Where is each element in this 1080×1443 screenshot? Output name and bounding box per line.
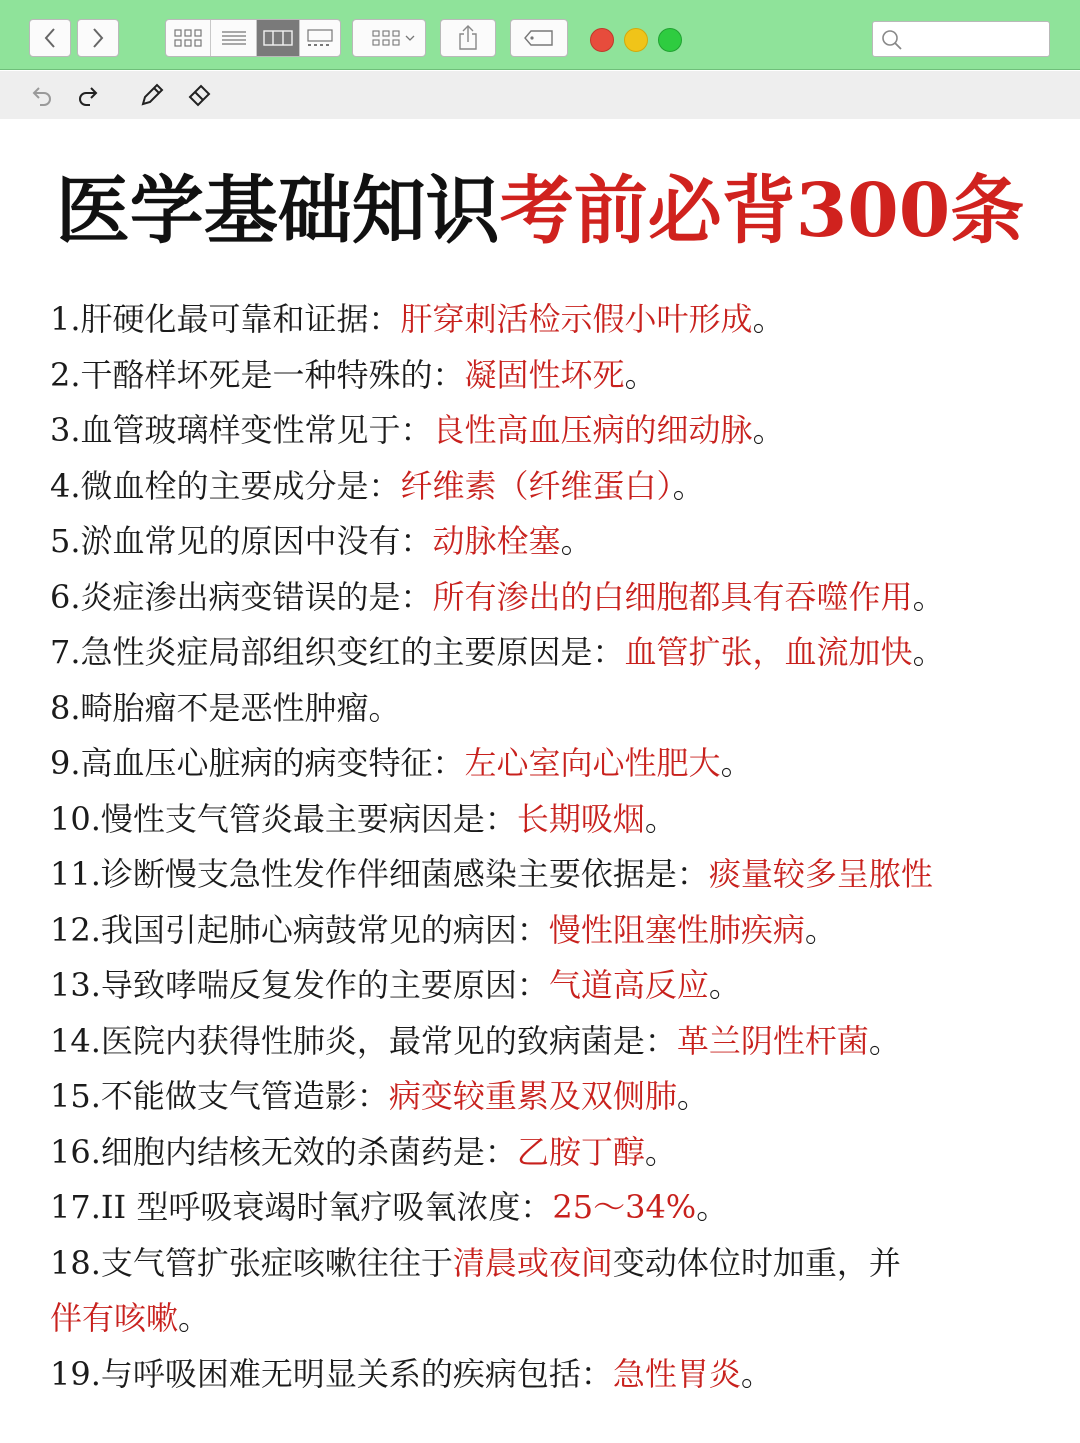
item-end: 。 <box>752 411 785 449</box>
item-answer: 长期吸烟 <box>516 799 645 838</box>
item-end: 。 <box>178 1299 211 1337</box>
item-number: 18. <box>50 1243 101 1282</box>
item-text: 变动体位时加重，并 <box>612 1243 901 1282</box>
pencil-icon <box>139 82 165 108</box>
list-item <box>50 903 1060 959</box>
eraser-icon <box>187 82 213 108</box>
item-end: 。 <box>804 910 837 949</box>
list-item <box>50 736 1060 792</box>
list-item <box>50 681 1060 737</box>
list-icon <box>221 29 247 47</box>
arrange-dropdown[interactable] <box>352 19 426 57</box>
item-answer: 血管扩张，血流加快 <box>624 633 913 671</box>
search-box[interactable] <box>872 21 1050 57</box>
item-question: 干酪样坏死是一种特殊的： <box>80 355 465 394</box>
item-answer: 慢性阻塞性肺疾病 <box>548 910 805 949</box>
item-number: 1. <box>50 300 81 338</box>
item-answer: 痰量较多呈脓性 <box>708 855 933 893</box>
item-end: 。 <box>720 744 753 782</box>
item-question: 细胞内结核无效的杀菌药是： <box>100 1132 517 1171</box>
item-question: 微血栓的主要成分是： <box>80 466 401 505</box>
arrange-icon <box>359 28 419 48</box>
item-number: 11. <box>50 855 101 893</box>
item-answer: 所有渗出的白细胞都具有吞噬作用 <box>432 577 913 616</box>
item-number: 19. <box>50 1354 101 1393</box>
forward-button[interactable] <box>77 19 119 57</box>
item-question: 急性炎症局部组织变红的主要原因是： <box>80 633 625 671</box>
item-answer: 纤维素（纤维蛋白） <box>400 466 673 505</box>
edit-toolbar <box>0 71 1080 119</box>
back-button[interactable] <box>29 19 71 57</box>
item-number: 12. <box>50 910 101 949</box>
share-icon <box>456 25 480 51</box>
list-item <box>50 1347 1060 1403</box>
item-answer: 清晨或夜间 <box>452 1243 613 1282</box>
eraser-button[interactable] <box>186 81 214 109</box>
item-question: 我国引起肺心病鼓常见的病因： <box>100 910 549 949</box>
list-item-18-line2 <box>50 1291 1060 1347</box>
item-question: 畸胎瘤不是恶性肿瘤 <box>80 688 369 727</box>
top-toolbar <box>0 0 1080 70</box>
item-answer: 急性胃炎 <box>612 1354 741 1393</box>
item-question: 炎症渗出病变错误的是： <box>80 577 433 616</box>
item-question: 肝硬化最可靠和证据： <box>80 300 401 338</box>
item-question: 医院内获得性肺炎，最常见的致病菌是： <box>100 1021 677 1060</box>
item-answer: 病变较重累及双侧肺 <box>388 1077 677 1115</box>
undo-icon <box>30 83 54 107</box>
item-number: 4. <box>50 466 81 505</box>
item-number: 8. <box>50 688 81 727</box>
item-end: 。 <box>912 633 945 671</box>
columns-icon <box>263 29 293 47</box>
item-answer: 左心室向心性肥大 <box>464 744 721 782</box>
green-zoom-dot[interactable] <box>658 28 682 52</box>
item-number: 3. <box>50 411 81 449</box>
item-answer: 动脉栓塞 <box>432 522 561 560</box>
page-title <box>0 166 1080 256</box>
item-end: 。 <box>368 688 401 727</box>
item-question: 高血压心脏病的病变特征： <box>80 744 465 782</box>
item-number: 17. <box>50 1188 101 1226</box>
item-end: 。 <box>644 799 677 838</box>
list-item <box>50 792 1060 848</box>
tag-icon <box>523 28 555 48</box>
item-question: 慢性支气管炎最主要病因是： <box>100 799 517 838</box>
item-number: 15. <box>50 1077 101 1115</box>
knowledge-list <box>50 292 1060 1402</box>
item-text: 支气管扩张症咳嗽往往于 <box>100 1243 453 1282</box>
item-end: 。 <box>912 577 945 616</box>
list-item <box>50 958 1060 1014</box>
grid-icon <box>173 28 203 48</box>
item-question: 血管玻璃样变性常见于： <box>80 411 433 449</box>
gallery-view-button[interactable] <box>300 20 340 56</box>
list-item <box>50 514 1060 570</box>
item-end: 。 <box>740 1354 773 1393</box>
list-item <box>50 847 1060 903</box>
list-item <box>50 625 1060 681</box>
item-number: 10. <box>50 799 101 838</box>
item-number: 16. <box>50 1132 101 1171</box>
item-end: 。 <box>868 1021 901 1060</box>
item-question: 诊断慢支急性发作伴细菌感染主要依据是： <box>100 855 709 893</box>
item-answer: 气道高反应 <box>548 966 709 1004</box>
undo-button[interactable] <box>28 81 56 109</box>
icon-view-button[interactable] <box>166 20 211 56</box>
list-view-button[interactable] <box>211 20 256 56</box>
item-question: II 型呼吸衰竭时氧疗吸氧浓度： <box>100 1188 553 1226</box>
pen-button[interactable] <box>138 81 166 109</box>
item-question: 不能做支气管造影： <box>100 1077 389 1115</box>
list-item-18-line1 <box>50 1236 1060 1292</box>
item-answer: 良性高血压病的细动脉 <box>432 411 753 449</box>
title-black-part: 医学基础知识 <box>55 168 500 254</box>
item-number: 13. <box>50 966 101 1004</box>
redo-icon <box>76 83 100 107</box>
list-item <box>50 1069 1060 1125</box>
item-number: 6. <box>50 577 81 616</box>
item-answer: 伴有咳嗽 <box>50 1299 179 1337</box>
item-end: 。 <box>624 355 657 394</box>
title-red-part: 考前必背300条 <box>499 168 1025 254</box>
item-end: 。 <box>676 1077 709 1115</box>
list-item <box>50 1125 1060 1181</box>
item-answer: 肝穿刺活检示假小叶形成 <box>400 300 753 338</box>
list-item <box>50 570 1060 626</box>
item-end: 。 <box>644 1132 677 1171</box>
item-end: 。 <box>708 966 741 1004</box>
item-answer: 凝固性坏死 <box>464 355 625 394</box>
gallery-icon <box>306 28 334 48</box>
item-number: 14. <box>50 1021 101 1060</box>
item-number: 2. <box>50 355 81 394</box>
list-item <box>50 1180 1060 1236</box>
item-number: 5. <box>50 522 81 560</box>
column-view-button[interactable] <box>257 20 301 56</box>
list-item <box>50 348 1060 404</box>
item-end: 。 <box>672 466 705 505</box>
item-number: 9. <box>50 744 81 782</box>
item-answer: 乙胺丁醇 <box>516 1132 645 1171</box>
chevron-right-icon <box>90 27 106 49</box>
item-end: 。 <box>560 522 593 560</box>
item-end: 。 <box>696 1188 729 1226</box>
item-end: 。 <box>752 300 785 338</box>
share-button[interactable] <box>440 19 496 57</box>
yellow-minimize-dot[interactable] <box>624 28 648 52</box>
item-number: 7. <box>50 633 81 671</box>
list-item <box>50 403 1060 459</box>
search-icon <box>881 29 903 51</box>
item-answer: 革兰阴性杆菌 <box>676 1021 869 1060</box>
search-input[interactable] <box>907 26 1047 54</box>
redo-button[interactable] <box>74 81 102 109</box>
item-question: 淤血常见的原因中没有： <box>80 522 433 560</box>
view-mode-segment <box>165 19 341 57</box>
list-item <box>50 459 1060 515</box>
list-item <box>50 1014 1060 1070</box>
item-question: 与呼吸困难无明显关系的疾病包括： <box>100 1354 613 1393</box>
chevron-left-icon <box>42 27 58 49</box>
item-question: 导致哮喘反复发作的主要原因： <box>100 966 549 1004</box>
tag-button[interactable] <box>510 19 568 57</box>
item-answer: 25～34% <box>552 1188 697 1226</box>
list-item <box>50 292 1060 348</box>
red-close-dot[interactable] <box>590 28 614 52</box>
